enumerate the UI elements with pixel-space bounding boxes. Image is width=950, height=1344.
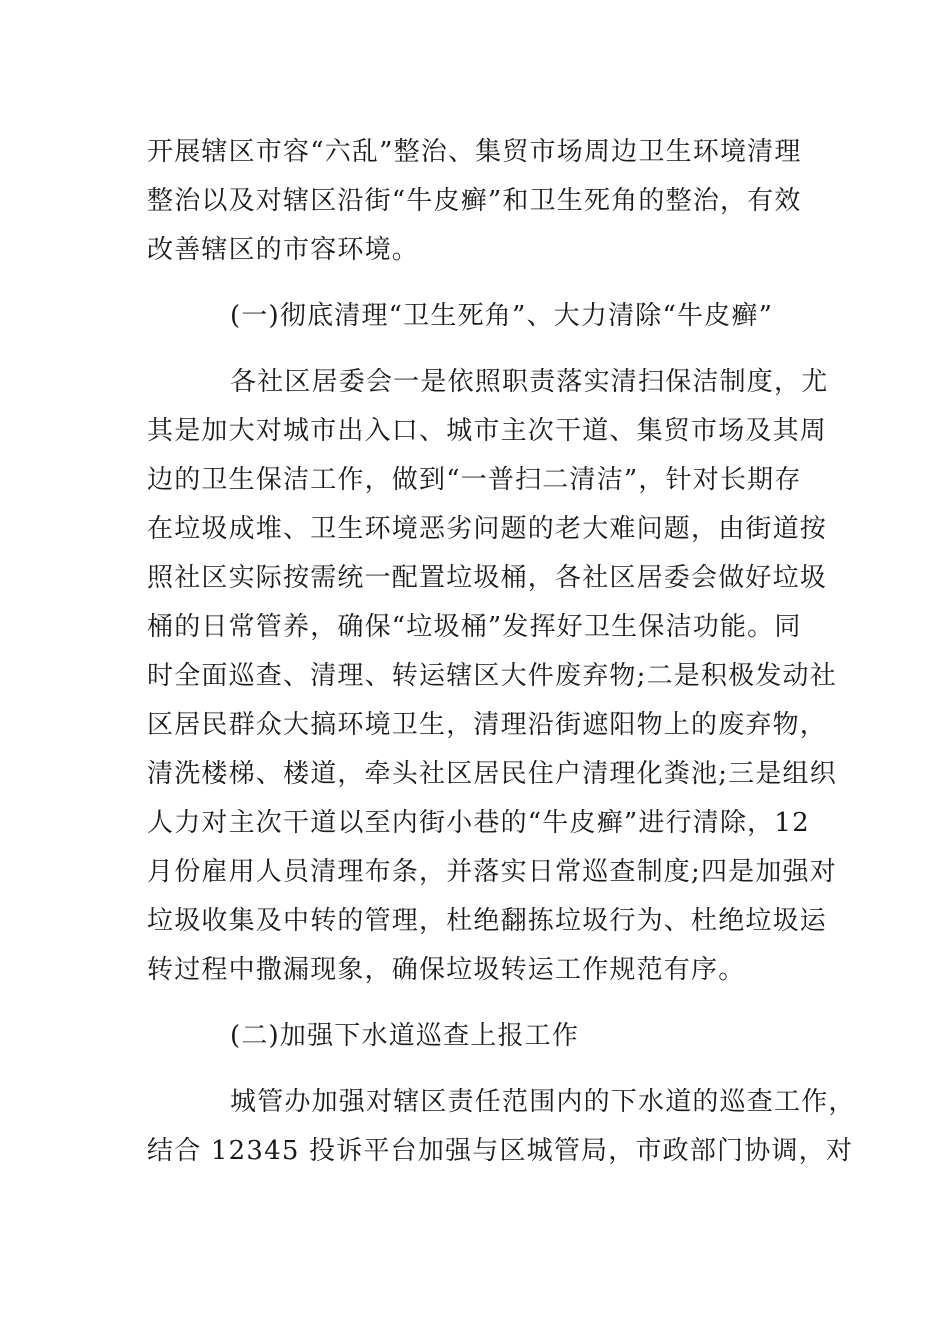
text-line: 城管办加强对辖区责任范围内的下水道的巡查工作， (230, 1087, 856, 1117)
text-line: 人力对主次干道以至内街小巷的“牛皮癣”进行清除，12 (147, 808, 810, 838)
text-line: 垃圾收集及中转的管理，杜绝翻拣垃圾行为、杜绝垃圾运 (147, 906, 828, 936)
text-line: 边的卫生保洁工作，做到“一普扫二清洁”，针对长期存 (147, 465, 802, 495)
text-line: 照社区实际按需统一配置垃圾桶，各社区居委会做好垃圾 (147, 563, 828, 593)
text-line: 时全面巡查、清理、转运辖区大件废弃物;二是积极发动社 (147, 661, 837, 691)
text-line: 转过程中撒漏现象，确保垃圾转运工作规范有序。 (147, 955, 746, 985)
section-heading-1: (一)彻底清理“卫生死角”、大力清除“牛皮癣” (230, 301, 774, 331)
text-line: 其是加大对城市出入口、城市主次干道、集贸市场及其周 (147, 416, 828, 446)
text-line: 结合 12345 投诉平台加强与区城管局，市政部门协调，对 (147, 1136, 854, 1166)
text-line: 桶的日常管养，确保“垃圾桶”发挥好卫生保洁功能。同 (147, 612, 802, 642)
text-line: 各社区居委会一是依照职责落实清扫保洁制度，尤 (230, 367, 829, 397)
text-line: 整治以及对辖区沿街“牛皮癣”和卫生死角的整治，有效 (147, 186, 802, 216)
text-line: 区居民群众大搞环境卫生，清理沿街遮阳物上的废弃物， (147, 710, 828, 740)
text-line: 开展辖区市容“六乱”整治、集贸市场周边卫生环境清理 (147, 137, 802, 167)
text-line: 月份雇用人员清理布条，并落实日常巡查制度;四是加强对 (147, 857, 837, 887)
text-line: 在垃圾成堆、卫生环境恶劣问题的老大难问题，由街道按 (147, 514, 828, 544)
section-heading-2: (二)加强下水道巡查上报工作 (230, 1021, 580, 1051)
text-line: 清洗楼梯、楼道，牵头社区居民住户清理化粪池;三是组织 (147, 759, 837, 789)
text-line: 改善辖区的市容环境。 (147, 235, 420, 265)
